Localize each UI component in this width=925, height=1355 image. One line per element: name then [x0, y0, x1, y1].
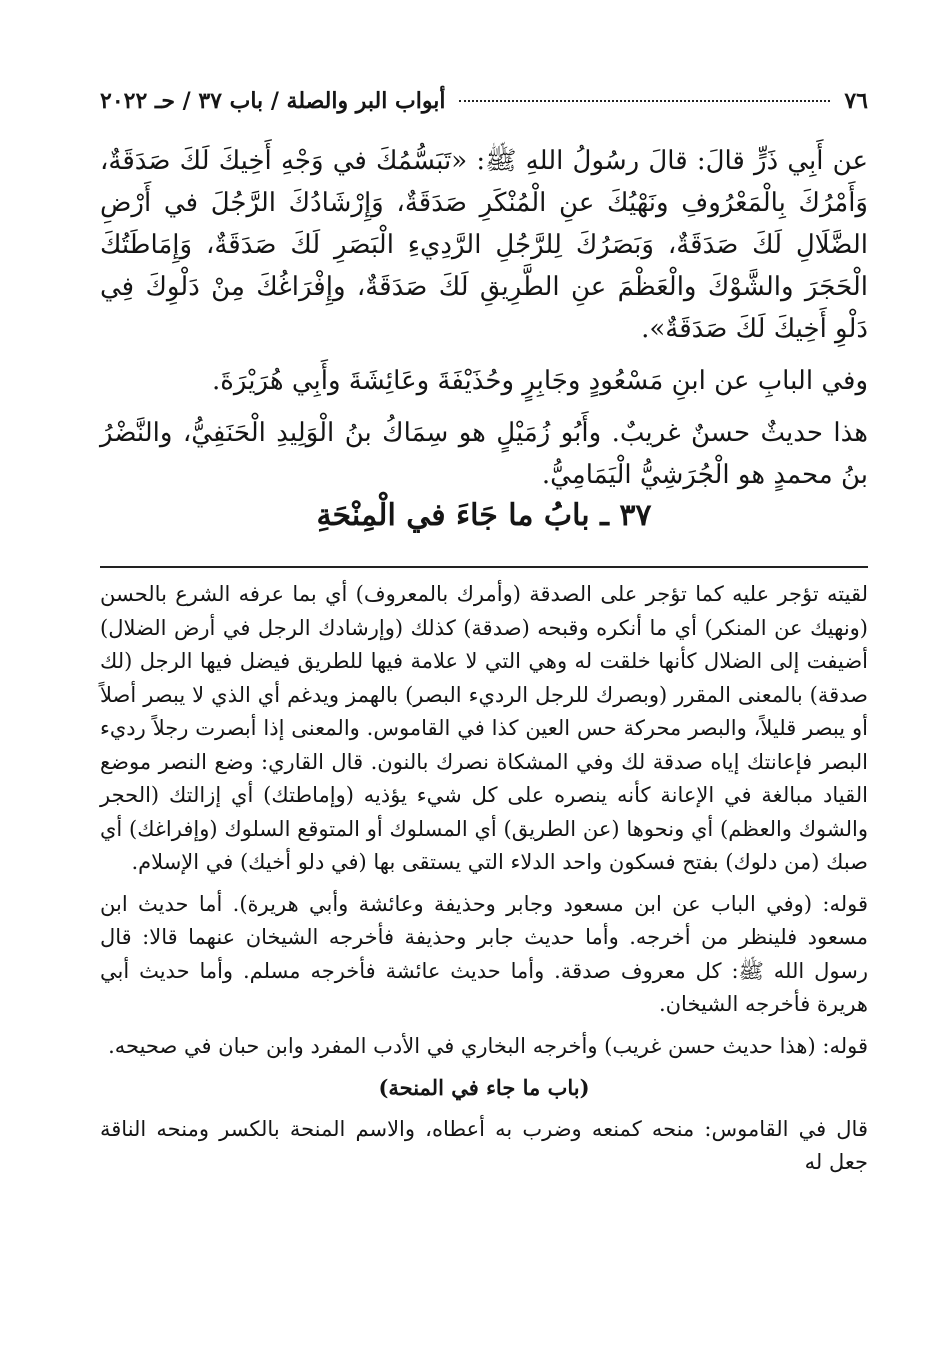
commentary-paragraph: لقيته تؤجر عليه كما تؤجر على الصدقة (وأمرك بالمعروف) أي بما عرفه الشرع بالحسن (ونهيك عن المنكر) أي ما أنكره وقبحه (صدقة) كذلك (وإرشادك الرجل في أرض الضلال) أضيفت إلى الضلال كأنها خلقت له وهي التي لا علامة فيها للطريق فيضل فيها الرجل (لك صدقة) بالمعنى المقرر (وبصرك للرجل الرديء البصر) بالهمز ويدغم أي الذي لا يبصر أصلاً أو يبصر قليلاً، والبصر محركة حس العين كذا في القاموس. والمعنى إذا أبصرت رجلاً رديء البصر فإعانتك إياه صدقة لك وفي المشكاة نصرك بالنون. قال القاري: وضع النصر موضع القياد مبالغة في الإعانة كأنه ينصره على كل شيء يؤذيه (وإماطتك) أي إزالتك (الحجر والشوك والعظم) أي ونحوها (عن الطريق) أي المسلوك أو المتوقع السلوك (وإفراغك) أي صبك (من دلوك) بفتح فسكون واحد الدلاء التي يستقى بها (في دلو أخيك) في الإسلام.	[100, 582, 868, 874]
commentary-paragraph: قال في القاموس: منحه كمنعه وضرب به أعطاه، والاسم المنحة بالكسر ومنحه الناقة جعل له	[100, 1116, 868, 1174]
hadith-paragraph: وفي البابِ عن ابنِ مَسْعُودٍ وجَابِرٍ وحُذَيْفَةَ وعَائِشَةَ وأَبِي هُرَيْرَةَ.	[212, 366, 868, 396]
hadith-text	[100, 140, 868, 506]
running-title: أبواب البر والصلة / باب ٣٧ / حـ ٢٠٢٢	[100, 88, 446, 114]
commentary-subtitle: (باب ما جاء في المنحة)	[378, 1075, 590, 1100]
commentary-paragraph: قوله: (هذا حديث حسن غريب) وأخرجه البخاري في الأدب المفرد وابن حبان في صحيحه.	[108, 1033, 868, 1058]
chapter-title: ٣٧ ـ بابُ ما جَاءَ في الْمِنْحَةِ	[316, 498, 652, 533]
commentary-paragraph: قوله: (وفي الباب عن ابن مسعود وجابر وحذيفة وعائشة وأبي هريرة). أما حديث ابن مسعود فلينظر من أخرجه. وأما حديث جابر وحذيفة فأخرجه الشيخان عنهما قالا: قال رسول الله ﷺ: كل معروف صدقة. وأما حديث عائشة فأخرجه مسلم. وأما حديث أبي هريرة فأخرجه الشيخان.	[100, 891, 868, 1016]
commentary	[100, 578, 868, 1188]
header-dotted-leader	[459, 100, 830, 102]
page-number: ٧٦	[844, 88, 868, 114]
page-header	[100, 84, 868, 118]
separator-rule	[100, 566, 868, 568]
hadith-paragraph: هذا حديثٌ حسنٌ غريبٌ. وأَبُو زُمَيْلٍ هو سِمَاكُ بنُ الْوَلِيدِ الْحَنَفِيُّ، والنَّضْرُ بنُ محمدٍ هو الْجُرَشِيُّ الْيَمَامِيُّ.	[100, 418, 868, 490]
hadith-paragraph: عن أَبِي ذَرٍّ قالَ: قالَ رسُولُ اللهِ ﷺ: «تَبَسُّمُكَ في وَجْهِ أَخِيكَ لَكَ صَدَقَةٌ، وَأَمْرُكَ بِالْمَعْرُوفِ ونَهْيُكَ عنِ الْمُنْكَرِ صَدَقَةٌ، وَإِرْشَادُكَ الرَّجُلَ في أَرْضِ الضَّلَالِ لَكَ صَدَقَةٌ، وَبَصَرُكَ لِلرَّجُلِ الرَّدِيءِ الْبَصَرِ لَكَ صَدَقَةٌ، وَإِمَاطَتُكَ الْحَجَرَ والشَّوْكَ والْعَظْمَ عنِ الطَّرِيقِ لَكَ صَدَقَةٌ، وإِفْرَاغُكَ مِنْ دَلْوِكَ فِي دَلْوِ أَخِيكَ لَكَ صَدَقَةٌ».	[100, 146, 868, 344]
